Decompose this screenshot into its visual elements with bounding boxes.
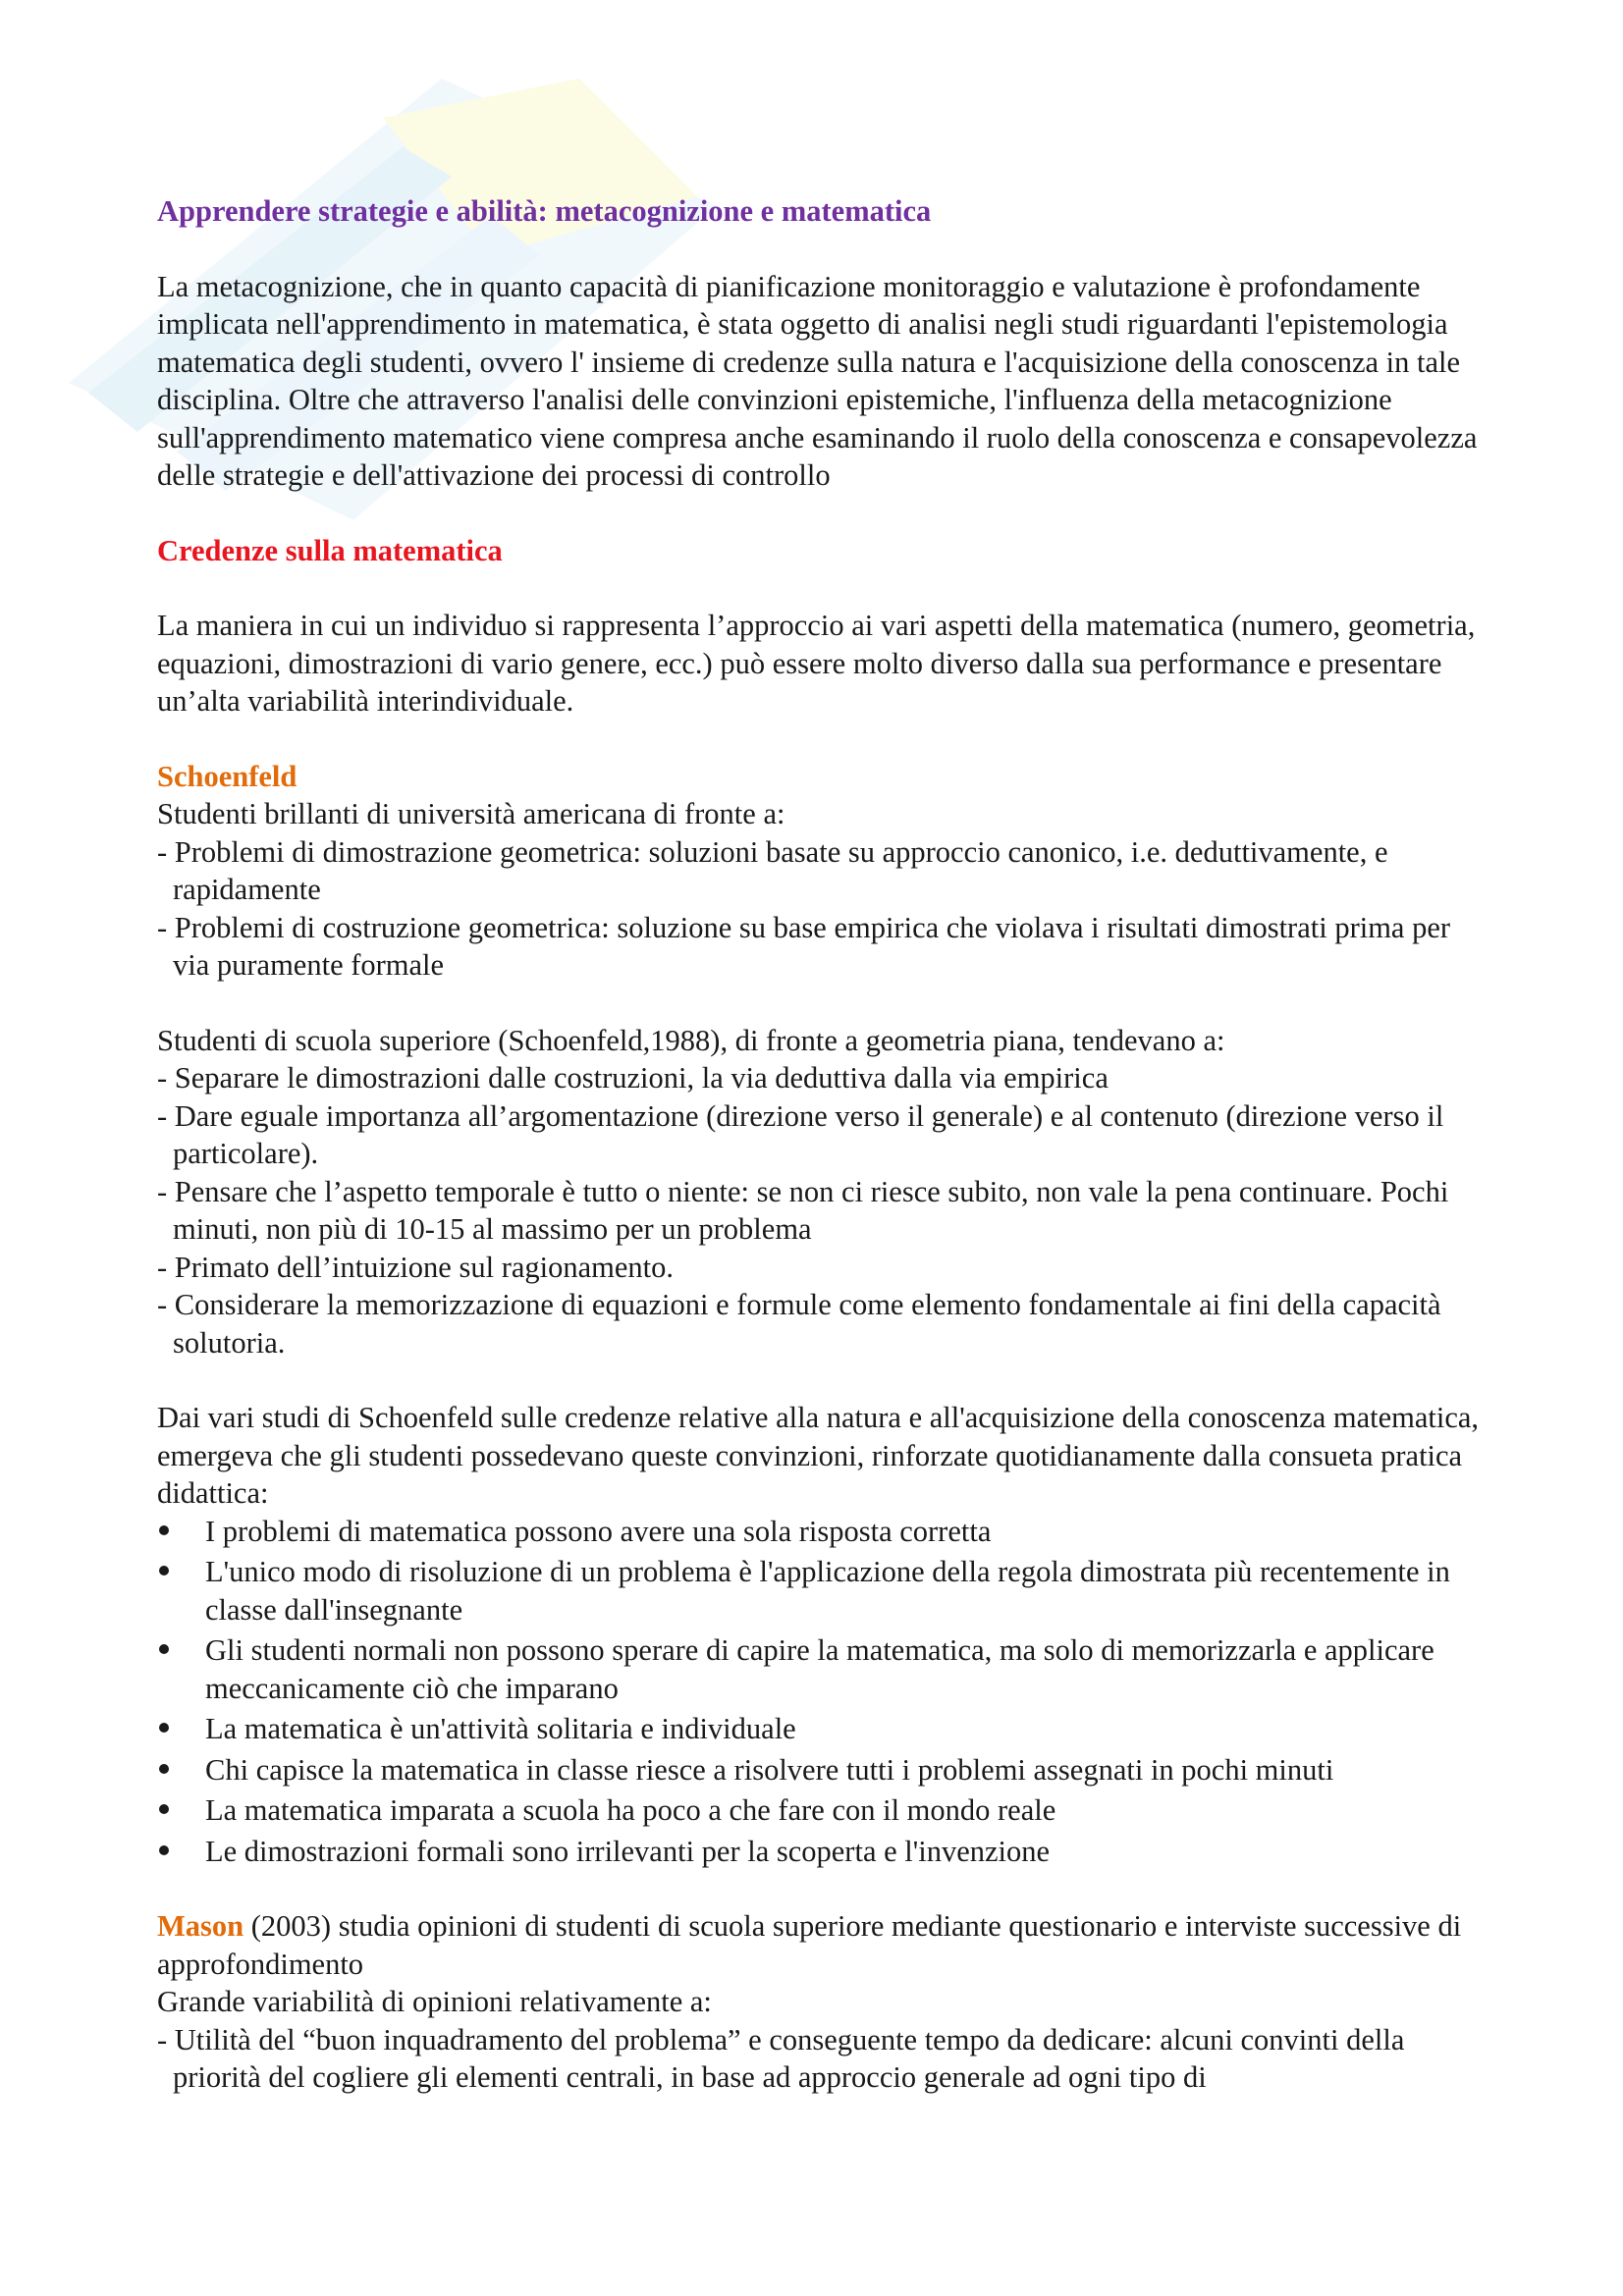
list-item [157,1631,1492,1707]
bullet-icon [159,1566,169,1575]
credenze-paragraph: La maniera in cui un individuo si rappresenta l’approccio ai vari aspetti della matematica (numero, geometria, equazioni, dimostrazioni di vario genere, ecc.) può essere molto diverso dalla sua performance e presentare un’alta variabilità interindividuale. [157,609,1476,718]
bullet-icon [159,1723,169,1733]
list-item [157,1553,1492,1629]
list-item [157,1791,1492,1830]
list-item-text: La matematica imparata a scuola ha poco a che fare con il mondo reale [205,1793,1056,1827]
list-item [157,1833,1492,1871]
list-item: - Considerare la memorizzazione di equazioni e formule come elemento fondamentale ai fini della capacità solutoria. [157,1288,1441,1360]
bullet-icon [159,1644,169,1654]
bullet-icon [159,1845,169,1855]
bullet-icon [159,1804,169,1814]
list-item-text: L'unico modo di risoluzione di un problema è l'applicazione della regola dimostrata più recentemente in classe dall'insegnante [205,1555,1450,1627]
intro-paragraph: La metacognizione, che in quanto capacità di pianificazione monitoraggio e valutazione è profondamente implicata nell'apprendimento in matematica, è stata oggetto di analisi negli studi riguardanti l'epistemologia matematica degli studenti, ovvero l' insieme di credenze sulla natura e l'acquisizione della conoscenza in tale disciplina. Oltre che attraverso l'analisi delle convinzioni epistemiche, l'influenza della metacognizione sull'apprendimento matematico viene compresa anche esaminando il ruolo della conoscenza e consapevolezza delle strategie e dell'attivazione dei processi di controllo [157,269,1478,492]
schoenfeld-credenze-section [157,1399,1492,1870]
list-item-text: I problemi di matematica possono avere una sola risposta corretta [205,1514,992,1548]
section-heading-credenze: Credenze sulla matematica [157,533,503,567]
mason-name: Mason [157,1909,244,1943]
list-item: - Pensare che l’aspetto temporale è tutto o niente: se non ci riesce subito, non vale la pena continuare. Pochi minuti, non più di 10-15 al massimo per un problema [157,1174,1449,1246]
schoenfeld-heading: Schoenfeld [157,759,298,793]
list-item: - Utilità del “buon inquadramento del problema” e conseguente tempo da dedicare: alcuni convinti della priorità del cogliere gli elementi centrali, in base ad approccio generale ad ogni tipo di [157,2022,1405,2094]
schoenfeld-lead: Studenti brillanti di università americana di fronte a: [157,797,785,830]
schoenfeld-section [157,758,1492,985]
schoenfeld-lead-3: Dai vari studi di Schoenfeld sulle credenze relative alla natura e all'acquisizione della conoscenza matematica, emergeva che gli studenti possedevano queste convinzioni, rinforzate quotidianamente dalla consueta pratica didattica: [157,1401,1480,1510]
list-item-text: Le dimostrazioni formali sono irrilevanti per la scoperta e l'invenzione [205,1834,1051,1868]
bullet-icon [159,1764,169,1774]
document-page [157,192,1492,2097]
mason-section [157,1907,1492,2097]
list-item [157,1513,1492,1551]
list-item-text: La matematica è un'attività solitaria e individuale [205,1712,796,1745]
mason-text: (2003) studia opinioni di studenti di scuola superiore mediante questionario e interviste successive di approfondimento [157,1909,1462,1981]
list-item: - Dare eguale importanza all’argomentazione (direzione verso il generale) e al contenuto (direzione verso il particolare). [157,1098,1444,1170]
list-item: - Separare le dimostrazioni dalle costruzioni, la via deduttiva dalla via empirica [157,1061,1109,1095]
list-item: - Problemi di costruzione geometrica: soluzione su base empirica che violava i risultati dimostrati prima per via puramente formale [157,910,1451,982]
list-item: - Primato dell’intuizione sul ragionamento. [157,1250,675,1284]
list-item [157,1710,1492,1748]
mason-paragraph [157,1907,1492,1983]
list-item [157,1751,1492,1789]
schoenfeld-lead-2: Studenti di scuola superiore (Schoenfeld,1988), di fronte a geometria piana, tendevano a: [157,1023,1225,1057]
bullet-icon [159,1525,169,1535]
bullet-list [157,1513,1492,1871]
mason-lead: Grande variabilità di opinioni relativamente a: [157,1985,712,2018]
document-title: Apprendere strategie e abilità: metacognizione e matematica [157,194,932,228]
list-item-text: Chi capisce la matematica in classe riesce a risolvere tutti i problemi assegnati in pochi minuti [205,1752,1334,1787]
schoenfeld-superiore-section [157,1022,1492,1362]
list-item: - Problemi di dimostrazione geometrica: soluzioni basate su approccio canonico, i.e. deduttivamente, e rapidamente [157,834,1388,906]
list-item-text: Gli studenti normali non possono sperare di capire la matematica, ma solo di memorizzarla e applicare meccanicamente ciò che imparano [205,1633,1434,1705]
